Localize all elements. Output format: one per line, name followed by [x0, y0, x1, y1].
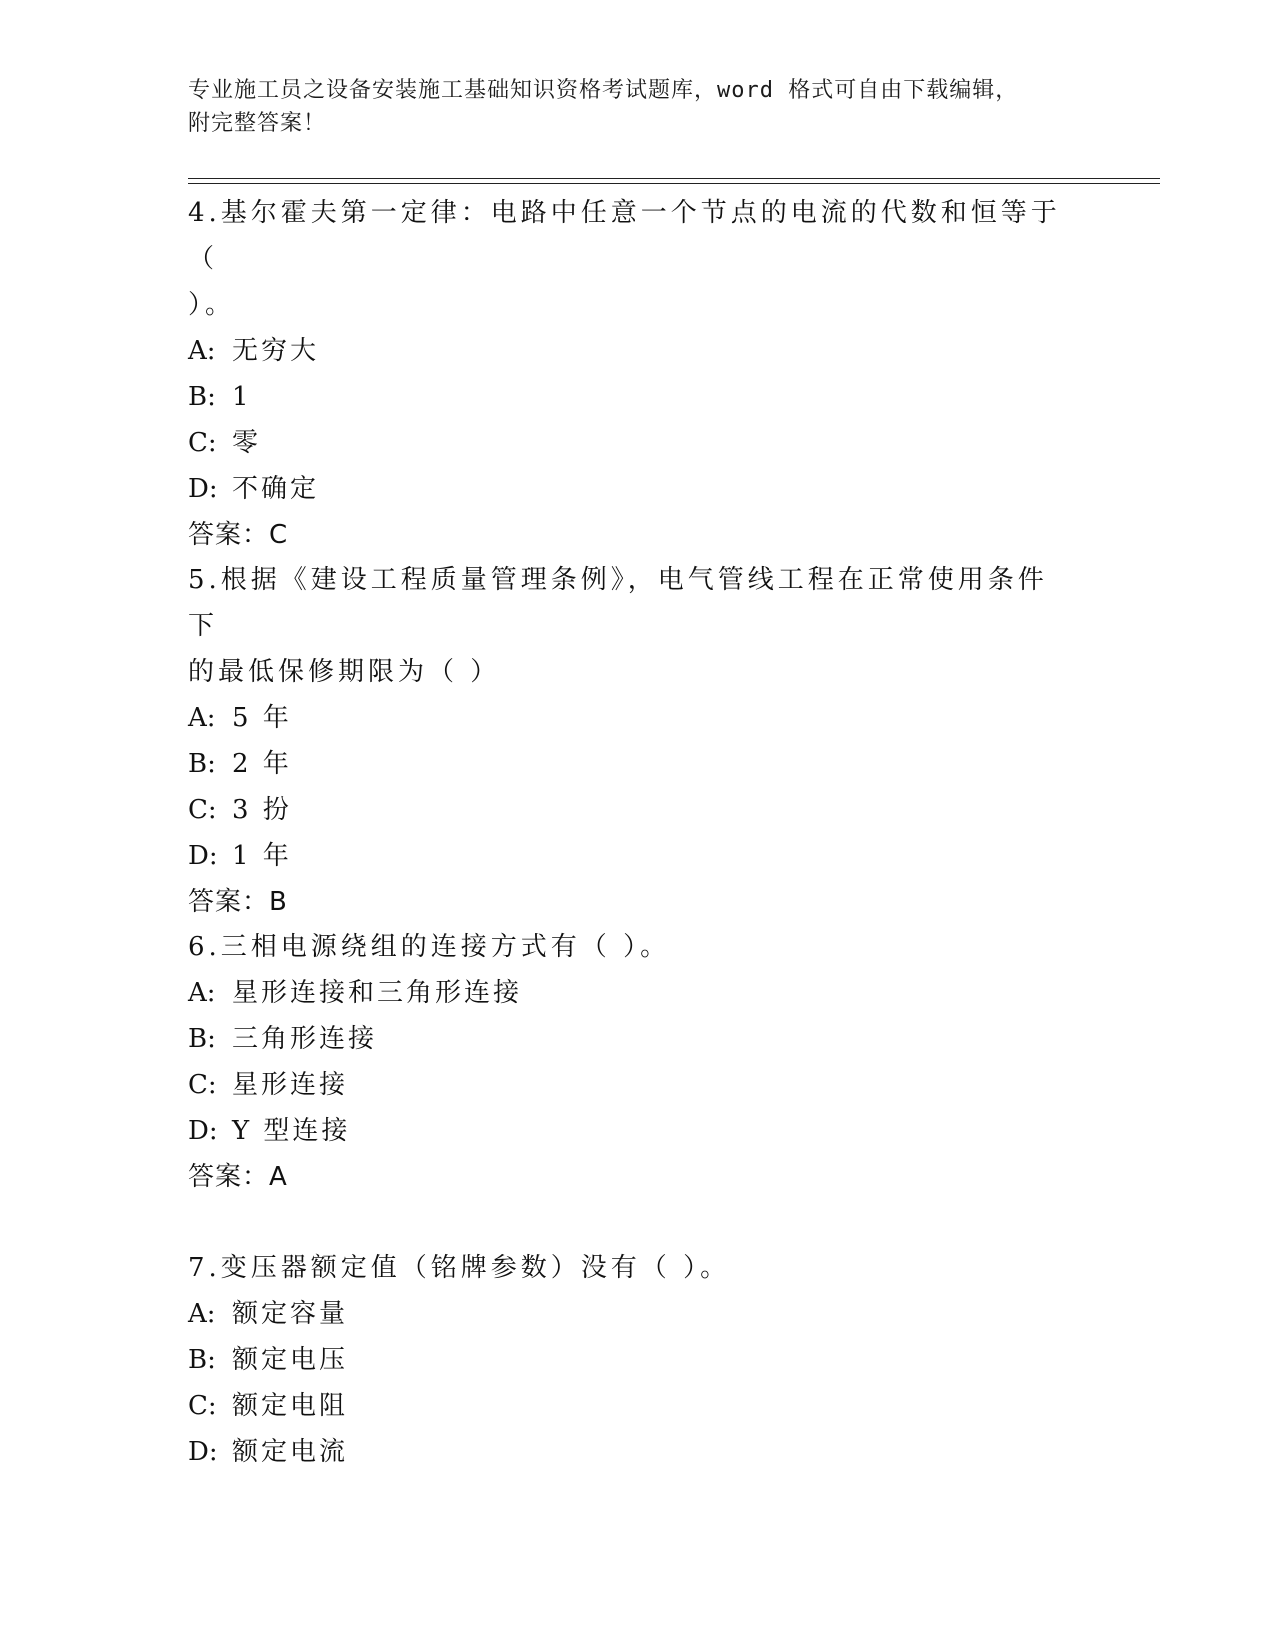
option-text: 2 年: [232, 749, 292, 779]
option-c: [188, 1383, 1068, 1429]
option-letter: C:: [188, 795, 217, 825]
option-b: [188, 1337, 1068, 1383]
option-text: 额定电压: [232, 1345, 349, 1375]
option-text: 不确定: [232, 474, 320, 504]
option-letter: B:: [188, 749, 216, 779]
question-stem-continued: ）。: [188, 290, 236, 320]
option-c: [188, 1062, 1068, 1108]
document-header: [188, 74, 1088, 140]
answer-line: 答案：A: [188, 1162, 288, 1192]
option-d: [188, 1108, 1068, 1154]
question-6: [188, 924, 1068, 1200]
option-c: [188, 420, 1068, 466]
question-stem: 7.变压器额定值（铭牌参数）没有（ ）。: [188, 1253, 731, 1283]
option-letter: C:: [188, 428, 217, 458]
option-text: 3 扮: [232, 795, 292, 825]
option-d: [188, 833, 1068, 879]
option-letter: C:: [188, 1070, 217, 1100]
question-stem: 5.根据《建设工程质量管理条例》，电气管线工程在正常使用条件下: [188, 565, 1048, 641]
answer-line: 答案：B: [188, 887, 288, 917]
header-line-1: 专业施工员之设备安装施工基础知识资格考试题库，word 格式可自由下载编辑，: [188, 78, 1019, 103]
option-b: [188, 374, 1068, 420]
option-text: 5 年: [232, 703, 292, 733]
question-stem: 4.基尔霍夫第一定律：电路中任意一个节点的电流的代数和恒等于（: [188, 198, 1061, 274]
option-d: [188, 1429, 1068, 1475]
option-letter: D:: [188, 1437, 218, 1467]
option-text: 星形连接和三角形连接: [232, 978, 523, 1008]
answer-line: 答案：C: [188, 520, 289, 550]
option-text: 三角形连接: [232, 1024, 378, 1054]
option-letter: D:: [188, 474, 218, 504]
option-letter: B:: [188, 382, 216, 412]
option-letter: C:: [188, 1391, 217, 1421]
question-5: [188, 557, 1068, 925]
option-letter: A:: [188, 978, 216, 1008]
option-a: [188, 1291, 1068, 1337]
header-line-2: 附完整答案！: [188, 111, 327, 136]
option-b: [188, 1016, 1068, 1062]
option-text: 额定容量: [232, 1299, 349, 1329]
option-letter: D:: [188, 841, 218, 871]
option-letter: A:: [188, 703, 216, 733]
option-letter: B:: [188, 1345, 216, 1375]
question-7: [188, 1245, 1068, 1475]
option-letter: A:: [188, 1299, 216, 1329]
option-letter: B:: [188, 1024, 216, 1054]
option-b: [188, 741, 1068, 787]
option-text: 额定电阻: [232, 1391, 349, 1421]
option-c: [188, 787, 1068, 833]
question-4: [188, 190, 1068, 558]
option-text: 1 年: [232, 841, 292, 871]
option-letter: D:: [188, 1116, 218, 1146]
option-text: 零: [232, 428, 262, 458]
option-text: Y 型连接: [232, 1116, 351, 1146]
option-d: [188, 466, 1068, 512]
question-stem: 6.三相电源绕组的连接方式有（ ）。: [188, 932, 671, 962]
option-text: 星形连接: [232, 1070, 349, 1100]
option-a: [188, 970, 1068, 1016]
option-text: 无穷大: [232, 336, 320, 366]
option-text: 1: [232, 382, 252, 412]
question-stem-continued: 的最低保修期限为（ ）: [188, 657, 501, 687]
option-text: 额定电流: [232, 1437, 349, 1467]
option-a: [188, 328, 1068, 374]
option-a: [188, 695, 1068, 741]
option-letter: A:: [188, 336, 216, 366]
header-divider-bottom: [188, 183, 1160, 184]
header-divider-top: [188, 178, 1160, 179]
